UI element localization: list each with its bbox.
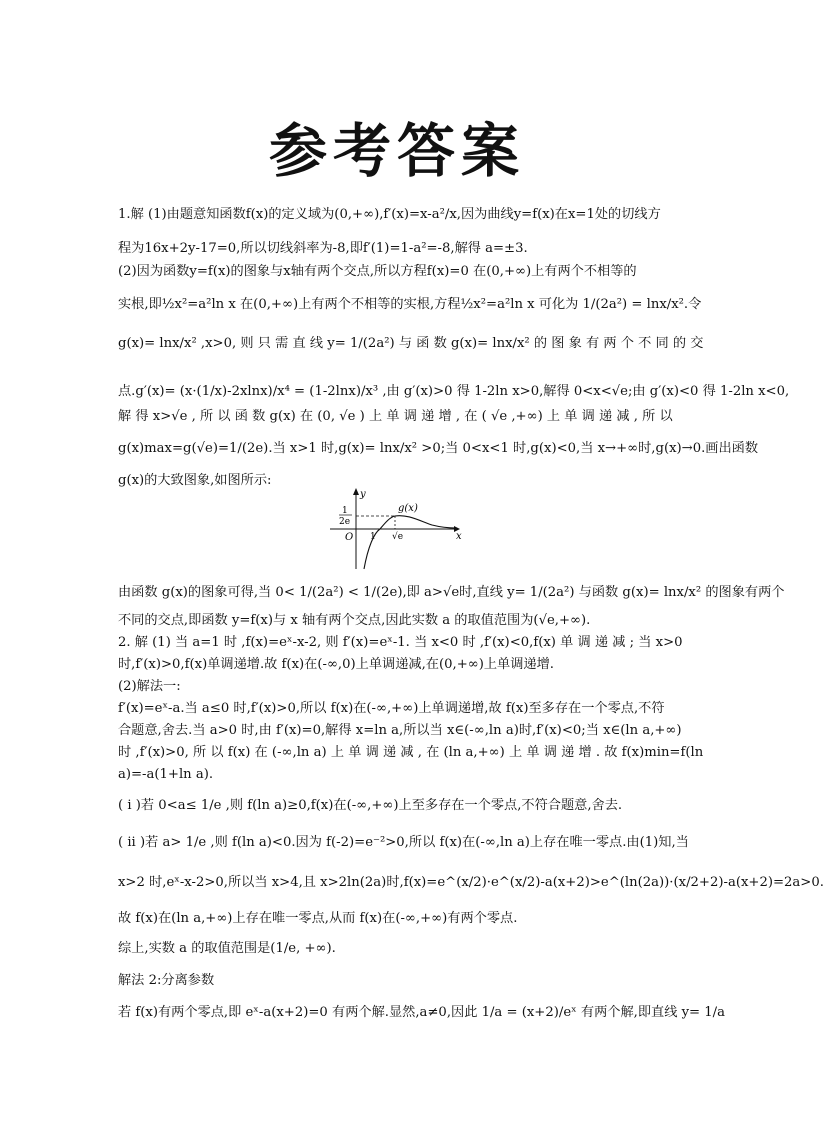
answer-line-16: 合题意,舍去.当 a>0 时,由 f′(x)=0,解得 x=ln a,所以当 x∈(-∞,ln a)时,f′(x)<0;当 x∈(ln a,+∞) (118, 723, 682, 738)
answer-line-1: 1.解 (1)由题意知函数f(x)的定义域为(0,+∞),f′(x)=x-a²/x,因为曲线y=f(x)在x=1处的切线方 (118, 207, 661, 222)
peak-label-numerator: 1 (342, 506, 348, 516)
answer-line-22: 故 f(x)在(ln a,+∞)上存在唯一零点,从而 f(x)在(-∞,+∞)有两个零点. (118, 911, 518, 926)
answer-line-23: 综上,实数 a 的取值范围是(1/e, +∞). (118, 941, 336, 956)
origin-label: O (345, 532, 354, 543)
answer-line-14: (2)解法一: (118, 679, 181, 694)
answer-line-3: (2)因为函数y=f(x)的图象与x轴有两个交点,所以方程f(x)=0 在(0,+∞)上有两个不相等的 (118, 264, 637, 279)
answer-line-10: 由函数 g(x)的图象可得,当 0< 1/(2a²) < 1/(2e),即 a>√e时,直线 y= 1/(2a²) 与函数 g(x)= lnx/x² 的图象有两个 (118, 585, 785, 600)
curve-g (364, 516, 456, 569)
x-axis-label: x (456, 531, 462, 542)
answer-line-5: g(x)= lnx/x² ,x>0, 则 只 需 直 线 y= 1/(2a²) 与 函 数 g(x)= lnx/x² 的 图 象 有 两 个 不 同 的 交 (118, 336, 704, 351)
tick-label-sqrt-e: √e (392, 532, 404, 542)
answer-line-4: 实根,即½x²=a²ln x 在(0,+∞)上有两个不相等的实根,方程½x²=a²ln x 可化为 1/(2a²) = lnx/x².令 (118, 297, 702, 312)
y-axis-label: y (360, 489, 366, 500)
answer-line-8: g(x)max=g(√e)=1/(2e).当 x>1 时,g(x)= lnx/x² >0;当 0<x<1 时,g(x)<0,当 x→+∞时,g(x)→0.画出函数 (118, 441, 759, 456)
answer-line-24: 解法 2:分离参数 (118, 973, 215, 988)
tick-label-one: 1 (370, 532, 376, 542)
y-axis-arrow (353, 488, 359, 495)
peak-label-denominator: 2e (339, 517, 351, 527)
answer-line-6: 点.g′(x)= (x·(1/x)-2xlnx)/x⁴ = (1-2lnx)/x³ ,由 g′(x)>0 得 1-2ln x>0,解得 0<x<√e;由 g′(x)<0 得 1-2ln x<0, (118, 384, 790, 399)
answer-line-11: 不同的交点,即函数 y=f(x)与 x 轴有两个交点,因此实数 a 的取值范围为(√e,+∞). (118, 613, 591, 628)
page-title: 参考答案 (268, 117, 525, 185)
answer-line-2: 程为16x+2y-17=0,所以切线斜率为-8,即f′(1)=1-a²=-8,解得 a=±3. (118, 241, 528, 256)
answer-line-20: ( ii )若 a> 1/e ,则 f(ln a)<0.因为 f(-2)=e⁻²>0,所以 f(x)在(-∞,ln a)上存在唯一零点.由(1)知,当 (118, 835, 689, 850)
answer-line-19: ( i )若 0<a≤ 1/e ,则 f(ln a)≥0,f(x)在(-∞,+∞)上至多存在一个零点,不符合题意,舍去. (118, 798, 623, 813)
answer-line-17: 时 ,f′(x)>0, 所 以 f(x) 在 (-∞,ln a) 上 单 调 递 减 , 在 (ln a,+∞) 上 单 调 递 增 . 故 f(x)min=f(ln (118, 745, 704, 760)
answer-line-21: x>2 时,eˣ-x-2>0,所以当 x>4,且 x>2ln(2a)时,f(x)=e^(x/2)·e^(x/2)-a(x+2)>e^(ln(2a))·(x/2+2)-a(x+2)=2a>0. (118, 875, 824, 890)
answer-line-15: f′(x)=eˣ-a.当 a≤0 时,f′(x)>0,所以 f(x)在(-∞,+∞)上单调递增,故 f(x)至多存在一个零点,不符 (118, 701, 665, 716)
answer-line-18: a)=-a(1+ln a). (118, 767, 214, 782)
curve-label: g(x) (398, 503, 418, 514)
answer-line-7: 解 得 x>√e , 所 以 函 数 g(x) 在 (0, √e ) 上 单 调 递 增 , 在 ( √e ,+∞) 上 单 调 递 减 , 所 以 (118, 409, 673, 424)
function-graph (328, 485, 468, 575)
answer-line-25: 若 f(x)有两个零点,即 eˣ-a(x+2)=0 有两个解.显然,a≠0,因此 1/a = (x+2)/eˣ 有两个解,即直线 y= 1/a (118, 1005, 725, 1020)
answer-line-12: 2. 解 (1) 当 a=1 时 ,f(x)=eˣ-x-2, 则 f′(x)=eˣ-1. 当 x<0 时 ,f′(x)<0,f(x) 单 调 递 减 ; 当 x>0 (118, 635, 683, 650)
answer-line-13: 时,f′(x)>0,f(x)单调递增.故 f(x)在(-∞,0)上单调递减,在(0,+∞)上单调递增. (118, 657, 555, 672)
answer-line-9: g(x)的大致图象,如图所示: (118, 473, 272, 488)
